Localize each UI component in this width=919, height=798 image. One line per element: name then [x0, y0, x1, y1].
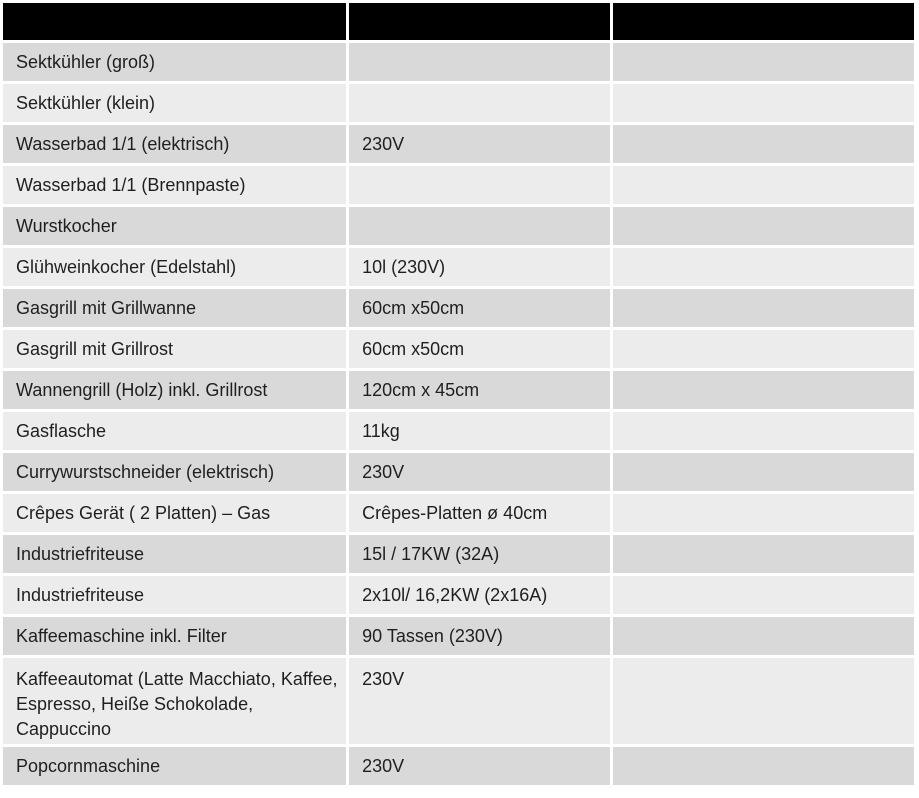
- item-name-cell: Crêpes Gerät ( 2 Platten) – Gas: [3, 494, 346, 532]
- spec-cell: 230V: [349, 747, 610, 785]
- item-name-cell: Gasgrill mit Grillrost: [3, 330, 346, 368]
- spec-cell: 230V: [349, 658, 610, 744]
- item-name-cell: Glühweinkocher (Edelstahl): [3, 248, 346, 286]
- item-name-cell: Gasgrill mit Grillwanne: [3, 289, 346, 327]
- table-row: [3, 330, 914, 368]
- extra-cell: [613, 207, 914, 245]
- extra-cell: [613, 658, 914, 744]
- spec-cell: 2x10l/ 16,2KW (2x16A): [349, 576, 610, 614]
- table-row: [3, 166, 914, 204]
- spec-cell: 120cm x 45cm: [349, 371, 610, 409]
- spec-cell: 90 Tassen (230V): [349, 617, 610, 655]
- spec-cell: 60cm x50cm: [349, 289, 610, 327]
- table-row: [3, 576, 914, 614]
- item-name-cell: Kaffeeautomat (Latte Macchiato, Kaffee, Espresso, Heiße Schokolade, Cappuccino: [3, 658, 346, 744]
- extra-cell: [613, 371, 914, 409]
- item-name-cell: Industriefriteuse: [3, 576, 346, 614]
- extra-cell: [613, 43, 914, 81]
- header-cell: [349, 3, 610, 40]
- extra-cell: [613, 576, 914, 614]
- spec-cell: 230V: [349, 453, 610, 491]
- table-row: [3, 412, 914, 450]
- item-name-cell: Wasserbad 1/1 (Brennpaste): [3, 166, 346, 204]
- spec-cell: [349, 43, 610, 81]
- item-name-cell: Wurstkocher: [3, 207, 346, 245]
- table-row: [3, 248, 914, 286]
- table-row: [3, 207, 914, 245]
- spec-cell: 60cm x50cm: [349, 330, 610, 368]
- header-cell: [3, 3, 346, 40]
- spec-cell: [349, 207, 610, 245]
- extra-cell: [613, 747, 914, 785]
- extra-cell: [613, 453, 914, 491]
- extra-cell: [613, 535, 914, 573]
- item-name-cell: Wasserbad 1/1 (elektrisch): [3, 125, 346, 163]
- item-name-cell: Kaffeemaschine inkl. Filter: [3, 617, 346, 655]
- table-row: [3, 371, 914, 409]
- extra-cell: [613, 412, 914, 450]
- item-name-cell: Industriefriteuse: [3, 535, 346, 573]
- extra-cell: [613, 248, 914, 286]
- spec-cell: Crêpes-Platten ø 40cm: [349, 494, 610, 532]
- item-name-cell: Gasflasche: [3, 412, 346, 450]
- table-row: [3, 453, 914, 491]
- table-row: [3, 658, 914, 744]
- spec-cell: 230V: [349, 125, 610, 163]
- table-row: [3, 747, 914, 785]
- item-name-cell: Popcornmaschine: [3, 747, 346, 785]
- table-row: [3, 494, 914, 532]
- extra-cell: [613, 494, 914, 532]
- extra-cell: [613, 84, 914, 122]
- item-name-cell: Currywurstschneider (elektrisch): [3, 453, 346, 491]
- table-row: [3, 535, 914, 573]
- spec-cell: [349, 84, 610, 122]
- header-cell: [613, 3, 914, 40]
- item-name-cell: Sektkühler (groß): [3, 43, 346, 81]
- table-row: [3, 43, 914, 81]
- table-row: [3, 84, 914, 122]
- spec-cell: 10l (230V): [349, 248, 610, 286]
- extra-cell: [613, 125, 914, 163]
- extra-cell: [613, 330, 914, 368]
- spec-cell: [349, 166, 610, 204]
- item-name-cell: Wannengrill (Holz) inkl. Grillrost: [3, 371, 346, 409]
- spec-cell: 11kg: [349, 412, 610, 450]
- spec-cell: 15l / 17KW (32A): [349, 535, 610, 573]
- header-row: [3, 3, 914, 40]
- table-row: [3, 289, 914, 327]
- extra-cell: [613, 617, 914, 655]
- extra-cell: [613, 166, 914, 204]
- item-name-cell: Sektkühler (klein): [3, 84, 346, 122]
- extra-cell: [613, 289, 914, 327]
- table-row: [3, 125, 914, 163]
- table-row: [3, 617, 914, 655]
